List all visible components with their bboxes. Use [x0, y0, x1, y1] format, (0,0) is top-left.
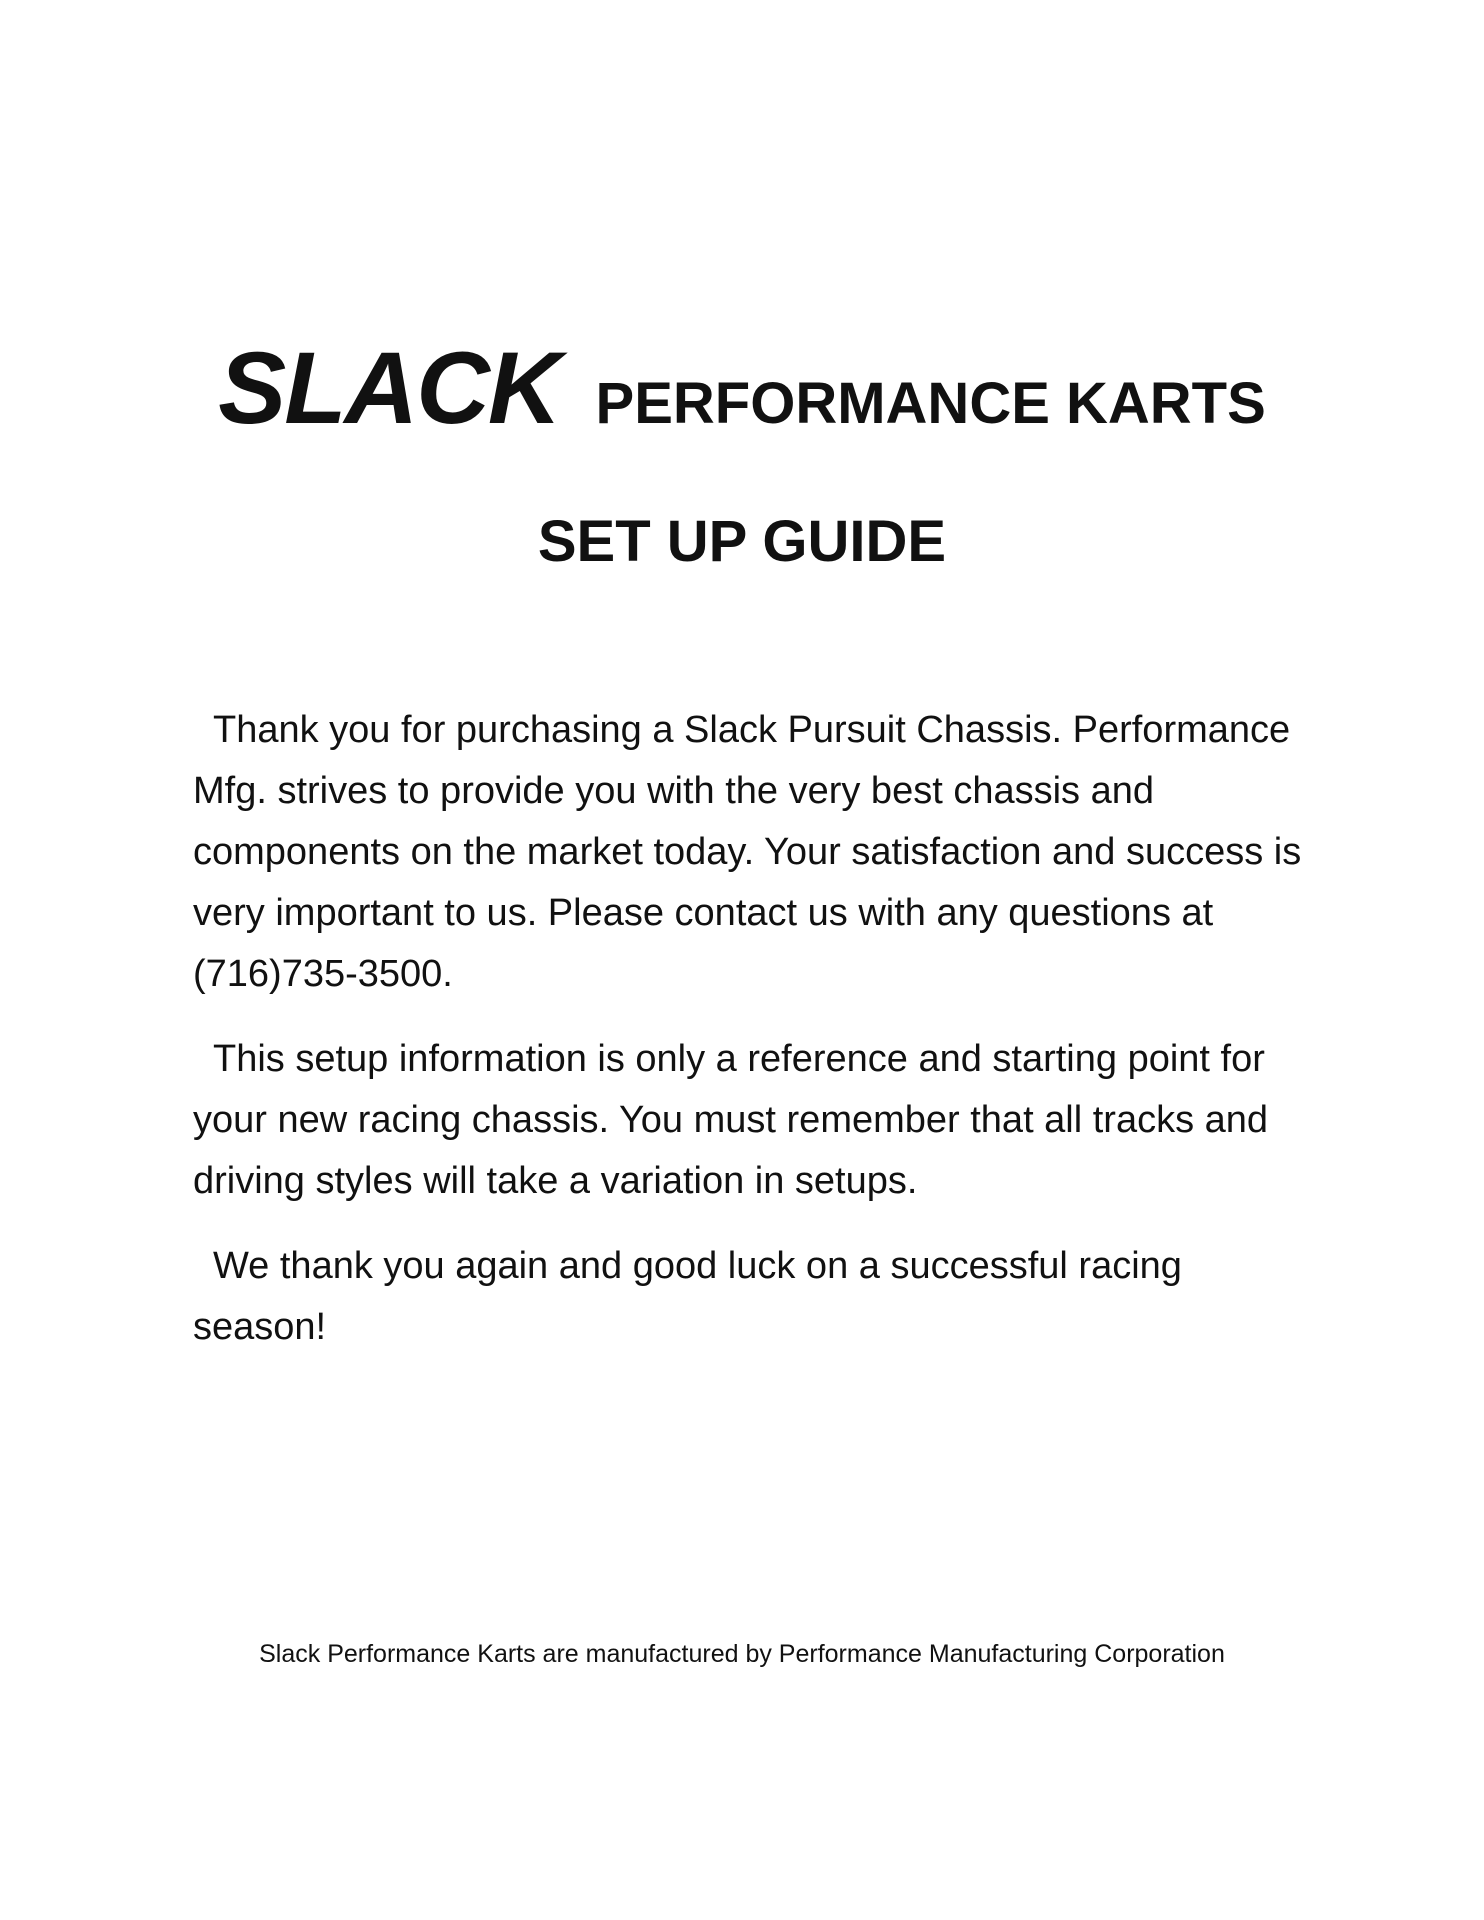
- paragraph-good-luck: We thank you again and good luck on a successful racing season!: [193, 1245, 1182, 1348]
- footer-note: Slack Performance Karts are manufactured by Performance Manufacturing Corporation: [259, 1640, 1225, 1668]
- brand-tagline: PERFORMANCE KARTS: [595, 371, 1266, 436]
- brand-name: SLACK: [218, 331, 560, 445]
- paragraph-setup-info: This setup information is only a reference and starting point for your new racing chassis. You must remember that all tracks and driving styles will take a variation in setups.: [193, 1038, 1269, 1202]
- paragraph-thank-you: Thank you for purchasing a Slack Pursuit Chassis. Performance Mfg. strives to provide you with the very best chassis and components on the market today. Your satisfaction and success is very important to us. Please contact us with any questions at (716)735-3500.: [193, 709, 1302, 995]
- body-text: [193, 700, 1323, 1382]
- document-title: [0, 330, 1484, 447]
- document-subtitle: SET UP GUIDE: [537, 509, 947, 574]
